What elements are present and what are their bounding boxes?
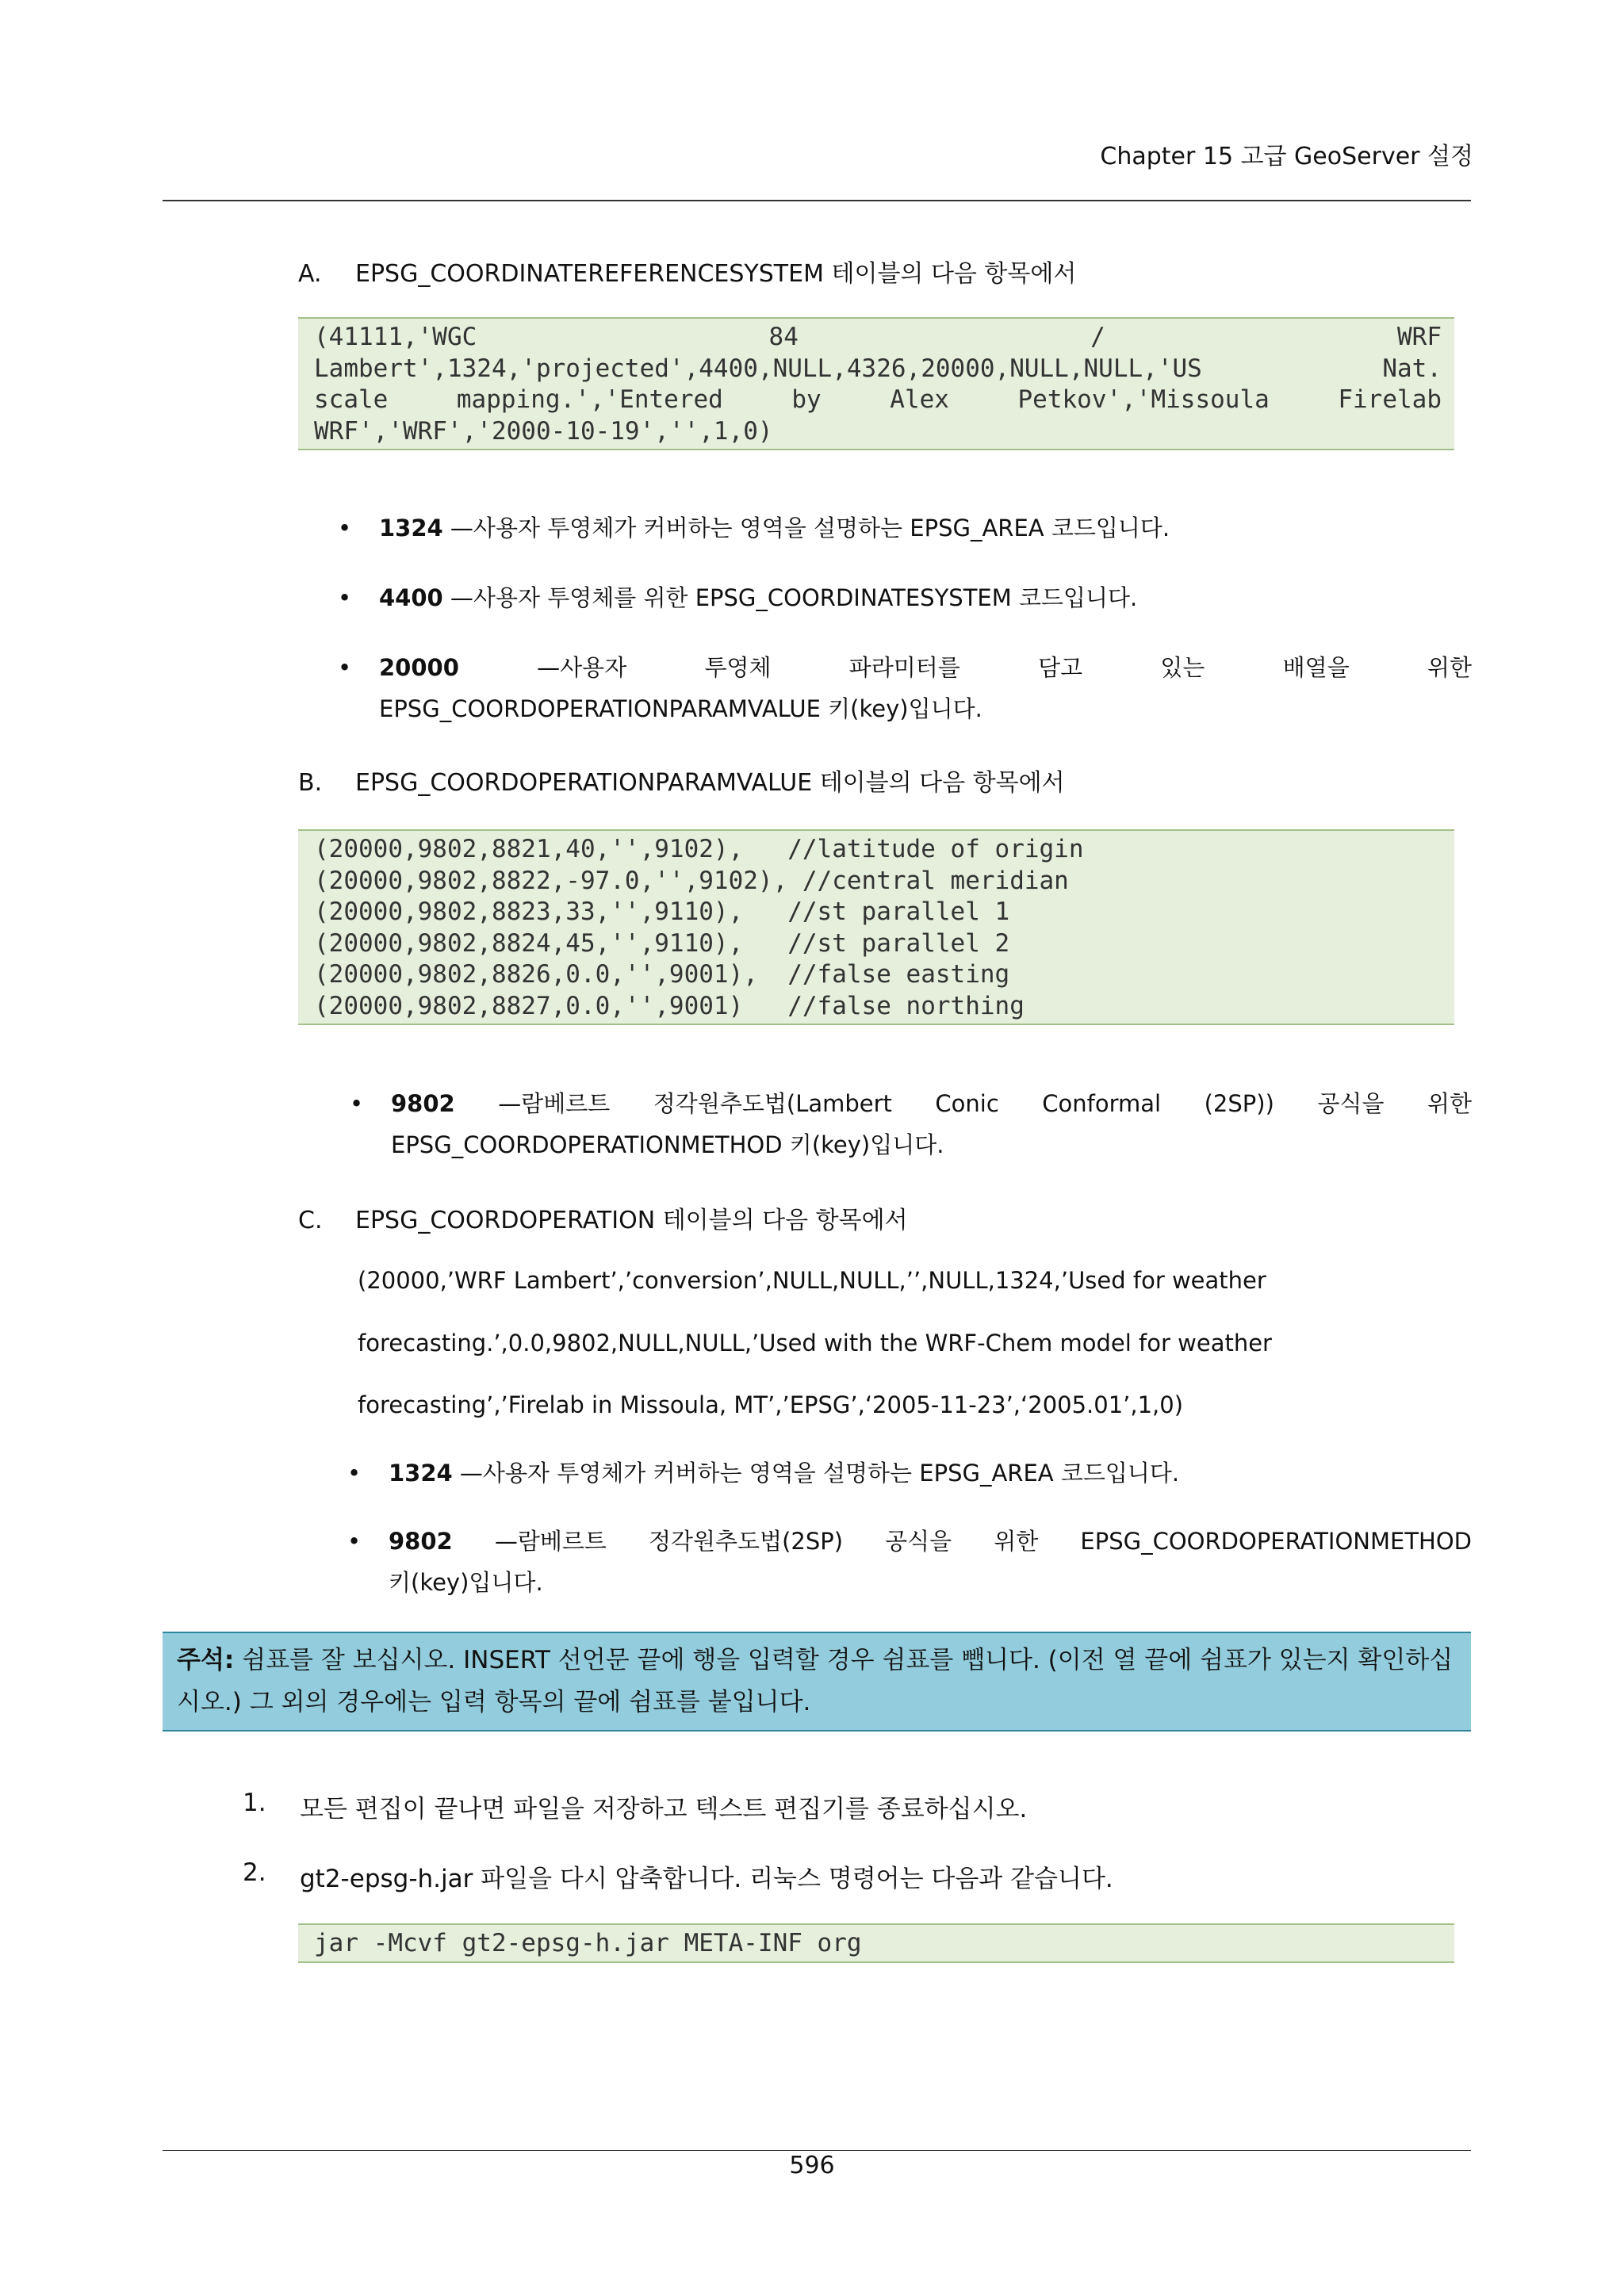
step-number: 1. — [243, 1789, 266, 1817]
bullet-code: 1324 — [389, 1460, 453, 1487]
step-text: 모든 편집이 끝나면 파일을 저장하고 텍스트 편집기를 종료하십시오. — [300, 1795, 1028, 1823]
bullet-text: —사용자 투영체를 위한 EPSG_COORDINATESYSTEM 코드입니다. — [442, 584, 1138, 611]
section-a-letter: A. — [298, 260, 322, 288]
record-line: (20000,’WRF Lambert’,’conversion’,NULL,NULL,’’,NULL,1324,’Used for weather — [358, 1267, 1266, 1294]
code-line: (20000,9802,8822,-97.0,'',9102), //central meridian — [314, 866, 1069, 895]
step-number: 2. — [243, 1858, 266, 1887]
section-c-letter: C. — [298, 1207, 323, 1234]
bullet-text: —사용자 투영체가 커버하는 영역을 설명하는 EPSG_AREA 코드입니다. — [442, 515, 1170, 541]
step-text: gt2-epsg-h.jar 파일을 다시 압축합니다. 리눅스 명령어는 다음과 같습니다. — [300, 1865, 1113, 1893]
bullet-item — [338, 507, 1170, 549]
step-item — [243, 1789, 1028, 1824]
code-block-a — [298, 317, 1454, 450]
note-text: 쉼표를 잘 보십시오. INSERT 선언문 끝에 행을 입력할 경우 쉼표를 뺍니다. (이전 열 끝에 쉼표가 있는지 확인하십시오.) 그 외의 경우에는 입력 항목의 끝에 쉼표를 붙입니다. — [177, 1646, 1454, 1716]
bullet-dot: • — [350, 1090, 364, 1117]
section-c-heading — [298, 1200, 908, 1235]
running-header: Chapter 15 고급 GeoServer 설정 — [1100, 143, 1473, 170]
bullet-item — [350, 1083, 1472, 1165]
bullet-item — [338, 647, 1472, 729]
bullet-item — [347, 1452, 1180, 1494]
bullet-dot: • — [338, 584, 352, 611]
bullet-continuation: EPSG_COORDOPERATIONMETHOD 키(key)입니다. — [391, 1131, 944, 1158]
note-box — [163, 1632, 1471, 1732]
code-line: (41111,'WGC 84 / WRF — [314, 323, 1442, 351]
code-line: scale mapping.','Entered by Alex Petkov','Missoula Firelab — [314, 385, 1442, 414]
code-line: (20000,9802,8821,40,'',9102), //latitude of origin — [314, 835, 1084, 863]
section-c-title: EPSG_COORDOPERATION 테이블의 다음 항목에서 — [355, 1207, 908, 1234]
bullet-text: —사용자 투영체 파라미터를 담고 있는 배열을 위한 — [458, 654, 1472, 681]
code-line: jar -Mcvf gt2-epsg-h.jar META-INF org — [314, 1929, 862, 1957]
bullet-dot: • — [347, 1460, 362, 1487]
footer-rule — [163, 2150, 1471, 2151]
bullet-dot: • — [347, 1528, 362, 1555]
bullet-item — [347, 1521, 1472, 1603]
bullet-text: —사용자 투영체가 커버하는 영역을 설명하는 EPSG_AREA 코드입니다. — [452, 1460, 1180, 1487]
section-b-heading — [298, 763, 1065, 798]
bullet-code: 20000 — [379, 654, 459, 681]
bullet-text: —람베르트 정각원추도법(2SP) 공식을 위한 EPSG_COORDOPERATIONMETHOD — [452, 1528, 1472, 1555]
header-rule — [163, 200, 1471, 201]
page-number: 596 — [789, 2152, 835, 2179]
section-b-title: EPSG_COORDOPERATIONPARAMVALUE 테이블의 다음 항목에서 — [355, 769, 1065, 797]
code-line: (20000,9802,8823,33,'',9110), //st parallel 1 — [314, 897, 1010, 926]
bullet-code: 9802 — [391, 1090, 455, 1117]
code-block-b — [298, 829, 1454, 1025]
record-line: forecasting’,’Firelab in Missoula, MT’,’EPSG’,‘2005-11-23’,‘2005.01’,1,0) — [358, 1391, 1184, 1418]
bullet-code: 9802 — [389, 1528, 453, 1555]
bullet-text: —람베르트 정각원추도법(Lambert Conic Conformal (2SP)) 공식을 위한 — [454, 1090, 1472, 1117]
bullet-dot: • — [338, 515, 352, 541]
note-label: 주석: — [177, 1646, 235, 1674]
code-line: (20000,9802,8824,45,'',9110), //st parallel 2 — [314, 928, 1010, 958]
bullet-item — [338, 577, 1138, 618]
section-a-heading — [298, 254, 1076, 289]
bullet-continuation: EPSG_COORDOPERATIONPARAMVALUE 키(key)입니다. — [379, 695, 982, 722]
record-line: forecasting.’,0.0,9802,NULL,NULL,’Used with the WRF-Chem model for weather — [358, 1330, 1272, 1357]
bullet-code: 1324 — [379, 515, 443, 541]
bullet-dot: • — [338, 654, 352, 681]
code-block-command — [298, 1923, 1454, 1963]
bullet-continuation: 키(key)입니다. — [389, 1569, 543, 1596]
code-line: WRF','WRF','2000-10-19','',1,0) — [314, 416, 773, 446]
code-line: Lambert',1324,'projected',4400,NULL,4326,20000,NULL,NULL,'US Nat. — [314, 354, 1442, 383]
bullet-code: 4400 — [379, 584, 443, 611]
code-line: (20000,9802,8826,0.0,'',9001), //false easting — [314, 960, 1010, 989]
section-b-letter: B. — [298, 769, 323, 797]
code-line: (20000,9802,8827,0.0,'',9001) //false northing — [314, 991, 1025, 1020]
section-a-title: EPSG_COORDINATEREFERENCESYSTEM 테이블의 다음 항목에서 — [355, 260, 1077, 288]
step-item — [243, 1858, 1113, 1894]
